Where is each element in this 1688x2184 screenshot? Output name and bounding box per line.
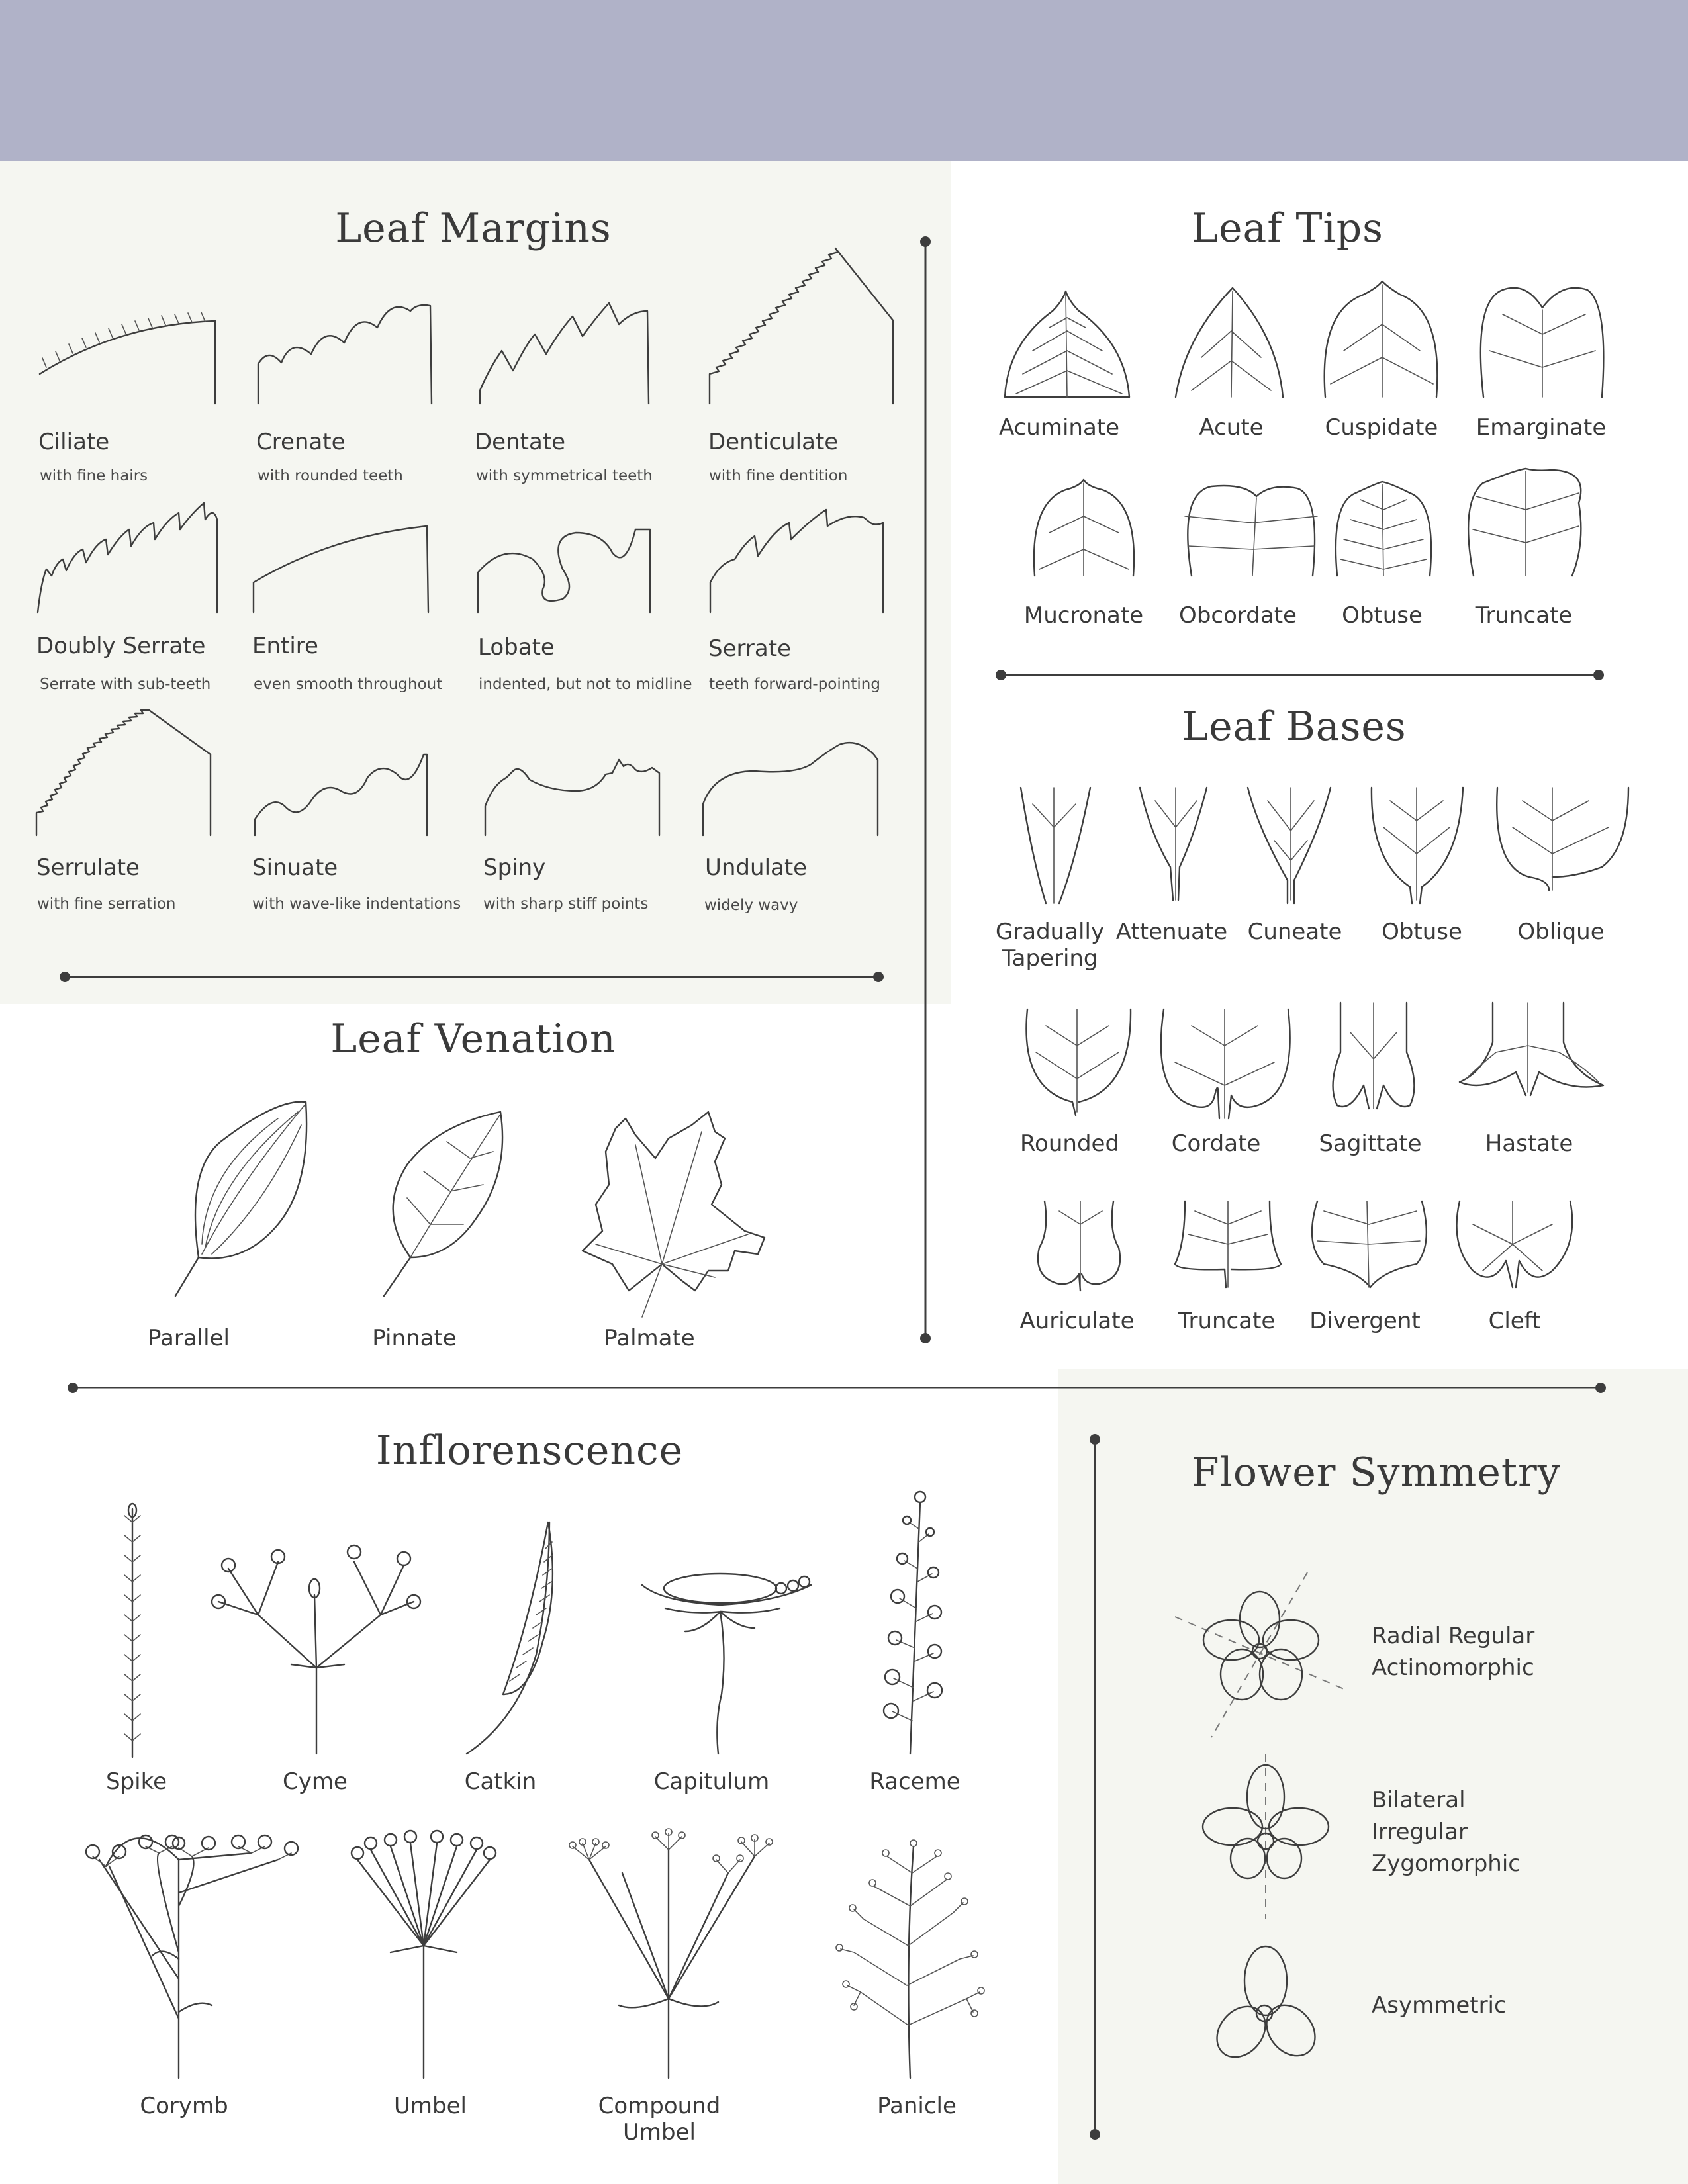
margin-desc: with symmetrical teeth bbox=[476, 467, 653, 484]
base-cordate-drawing bbox=[1161, 1009, 1290, 1118]
margin-desc: with fine serration bbox=[37, 895, 176, 913]
margin-label: Doubly Serrate bbox=[36, 633, 206, 659]
infl-catkin-drawing bbox=[467, 1522, 553, 1754]
margin-undulate-drawing bbox=[703, 743, 878, 835]
margin-label: Ciliate bbox=[38, 429, 110, 455]
leaf-tips-title: Leaf Tips bbox=[1192, 205, 1383, 251]
base-hastate-drawing bbox=[1460, 1003, 1603, 1095]
margin-denticulate-drawing bbox=[710, 248, 893, 404]
base-gradually-tapering-drawing bbox=[1021, 788, 1090, 903]
base-cleft-drawing bbox=[1457, 1201, 1573, 1287]
margin-spiny-drawing bbox=[485, 760, 659, 835]
venation-parallel-drawing bbox=[175, 1102, 306, 1296]
bilateral-line-3: Zygomorphic bbox=[1372, 1850, 1521, 1877]
asymmetric-label: Asymmetric bbox=[1372, 1992, 1507, 2019]
tip-label: Truncate bbox=[1475, 602, 1573, 629]
base-rounded-drawing bbox=[1026, 1009, 1131, 1115]
infl-umbel-drawing bbox=[352, 1831, 496, 2078]
margin-lobate-drawing bbox=[478, 529, 650, 612]
base-label: Obtuse bbox=[1382, 919, 1462, 945]
base-attenuate-drawing bbox=[1140, 788, 1207, 900]
margin-label: Lobate bbox=[478, 634, 555, 660]
base-label: Divergent bbox=[1309, 1308, 1421, 1334]
bilateral-label bbox=[1372, 1784, 1521, 1880]
venation-label: Parallel bbox=[148, 1325, 230, 1351]
tip-obcordate-drawing bbox=[1185, 486, 1317, 576]
base-label: Cuneate bbox=[1247, 919, 1342, 945]
tip-label: Cuspidate bbox=[1325, 414, 1438, 441]
radial-line-2: Actinomorphic bbox=[1372, 1655, 1534, 1681]
base-truncate2-drawing bbox=[1175, 1201, 1281, 1287]
margin-doubly-serrate-drawing bbox=[38, 503, 217, 612]
margin-label: Sinuate bbox=[252, 854, 338, 881]
margin-desc: teeth forward-pointing bbox=[709, 676, 880, 693]
margin-desc: with wave-like indentations bbox=[252, 895, 461, 913]
tip-obtuse-drawing bbox=[1336, 482, 1431, 576]
tip-mucronate-drawing bbox=[1034, 480, 1134, 576]
flower-radial-drawing bbox=[1175, 1572, 1344, 1737]
margin-label: Serrulate bbox=[36, 854, 140, 881]
venation-label: Pinnate bbox=[372, 1325, 457, 1351]
margin-ciliate-drawing bbox=[40, 312, 215, 404]
base-label: Hastate bbox=[1485, 1130, 1573, 1157]
flower-asymmetric-drawing bbox=[1207, 1946, 1325, 2067]
margin-label: Undulate bbox=[705, 854, 808, 881]
leaf-bases-title: Leaf Bases bbox=[1182, 704, 1407, 750]
inflorescence-label: Panicle bbox=[877, 2093, 957, 2119]
inflorescence-label: Capitulum bbox=[653, 1768, 770, 1795]
margin-desc: Serrate with sub-teeth bbox=[40, 676, 211, 693]
tip-label: Obtuse bbox=[1342, 602, 1423, 629]
base-label: Oblique bbox=[1517, 919, 1605, 945]
inflorescence-label: Raceme bbox=[869, 1768, 961, 1795]
tip-label: Acuminate bbox=[998, 414, 1120, 441]
infl-spike-drawing bbox=[124, 1504, 140, 1757]
venation-pinnate-drawing bbox=[384, 1112, 502, 1296]
margin-desc: with rounded teeth bbox=[258, 467, 403, 484]
margin-serrate-drawing bbox=[710, 510, 883, 612]
base-label: Auriculate bbox=[1019, 1308, 1135, 1334]
base-cuneate-drawing bbox=[1248, 788, 1331, 903]
flower-bilateral-drawing bbox=[1203, 1754, 1329, 1919]
margin-serrulate-drawing bbox=[36, 710, 211, 835]
margin-desc: with fine dentition bbox=[709, 467, 848, 484]
margin-sinuate-drawing bbox=[255, 754, 427, 835]
venation-label: Palmate bbox=[604, 1325, 695, 1351]
base-label: Cordate bbox=[1171, 1130, 1261, 1157]
bilateral-line-1: Bilateral bbox=[1372, 1787, 1466, 1813]
margin-desc: with sharp stiff points bbox=[483, 895, 649, 913]
margin-dentate-drawing bbox=[480, 303, 649, 404]
base-label: Sagittate bbox=[1319, 1130, 1422, 1157]
inflorescence-label: Compound Umbel bbox=[598, 2093, 721, 2146]
base-label: Rounded bbox=[1019, 1130, 1120, 1157]
inflorescence-label: Corymb bbox=[140, 2093, 228, 2119]
infl-cyme-drawing bbox=[212, 1545, 420, 1754]
infl-compound-umbel-drawing bbox=[569, 1829, 773, 2078]
inflorescence-label: Cyme bbox=[283, 1768, 348, 1795]
margin-label: Serrate bbox=[708, 635, 791, 662]
margin-label: Denticulate bbox=[708, 429, 839, 455]
tip-acute-drawing bbox=[1176, 288, 1283, 397]
infl-corymb-drawing bbox=[86, 1835, 298, 2078]
venation-palmate-drawing bbox=[583, 1112, 765, 1317]
tip-truncate-drawing bbox=[1468, 469, 1581, 576]
inflorescence-title: Inflorenscence bbox=[375, 1428, 684, 1474]
radial-line-1: Radial Regular bbox=[1372, 1623, 1535, 1649]
tip-cuspidate-drawing bbox=[1325, 281, 1438, 397]
tip-emarginate-drawing bbox=[1481, 288, 1604, 397]
base-sagittate-drawing bbox=[1333, 1003, 1415, 1109]
tip-label: Obcordate bbox=[1179, 602, 1297, 629]
base-label: Gradually Tapering bbox=[995, 919, 1105, 972]
margin-label: Crenate bbox=[256, 429, 346, 455]
margin-desc: even smooth throughout bbox=[254, 676, 443, 693]
tip-label: Acute bbox=[1199, 414, 1264, 441]
inflorescence-label: Spike bbox=[105, 1768, 167, 1795]
margin-crenate-drawing bbox=[258, 305, 432, 404]
bilateral-line-2: Irregular bbox=[1372, 1819, 1468, 1845]
tip-label: Mucronate bbox=[1023, 602, 1144, 629]
margin-label: Entire bbox=[252, 633, 318, 659]
margin-label: Dentate bbox=[475, 429, 566, 455]
infl-panicle-drawing bbox=[836, 1840, 984, 2078]
margin-entire-drawing bbox=[254, 526, 428, 612]
base-divergent-drawing bbox=[1312, 1201, 1427, 1287]
flower-symmetry-title: Flower Symmetry bbox=[1192, 1449, 1561, 1496]
radial-label bbox=[1372, 1620, 1534, 1684]
margin-desc: widely wavy bbox=[704, 897, 798, 914]
base-label: Cleft bbox=[1488, 1308, 1541, 1334]
leaf-venation-title: Leaf Venation bbox=[330, 1016, 616, 1062]
base-label: Attenuate bbox=[1115, 919, 1228, 945]
infl-raceme-drawing bbox=[884, 1492, 942, 1754]
base-label: Truncate bbox=[1178, 1308, 1276, 1334]
base-obtuse-drawing bbox=[1372, 788, 1463, 903]
margin-desc: with fine hairs bbox=[40, 467, 148, 484]
margin-label: Spiny bbox=[483, 854, 546, 881]
leaf-margins-title: Leaf Margins bbox=[335, 205, 612, 251]
inflorescence-label: Catkin bbox=[464, 1768, 537, 1795]
margin-desc: indented, but not to midline bbox=[479, 676, 692, 693]
tip-label: Emarginate bbox=[1476, 414, 1607, 441]
base-oblique-drawing bbox=[1497, 788, 1628, 890]
tip-acuminate-drawing bbox=[1005, 291, 1129, 397]
base-auriculate-drawing bbox=[1038, 1201, 1120, 1291]
inflorescence-label: Umbel bbox=[394, 2093, 467, 2119]
infl-capitulum-drawing bbox=[642, 1574, 811, 1754]
